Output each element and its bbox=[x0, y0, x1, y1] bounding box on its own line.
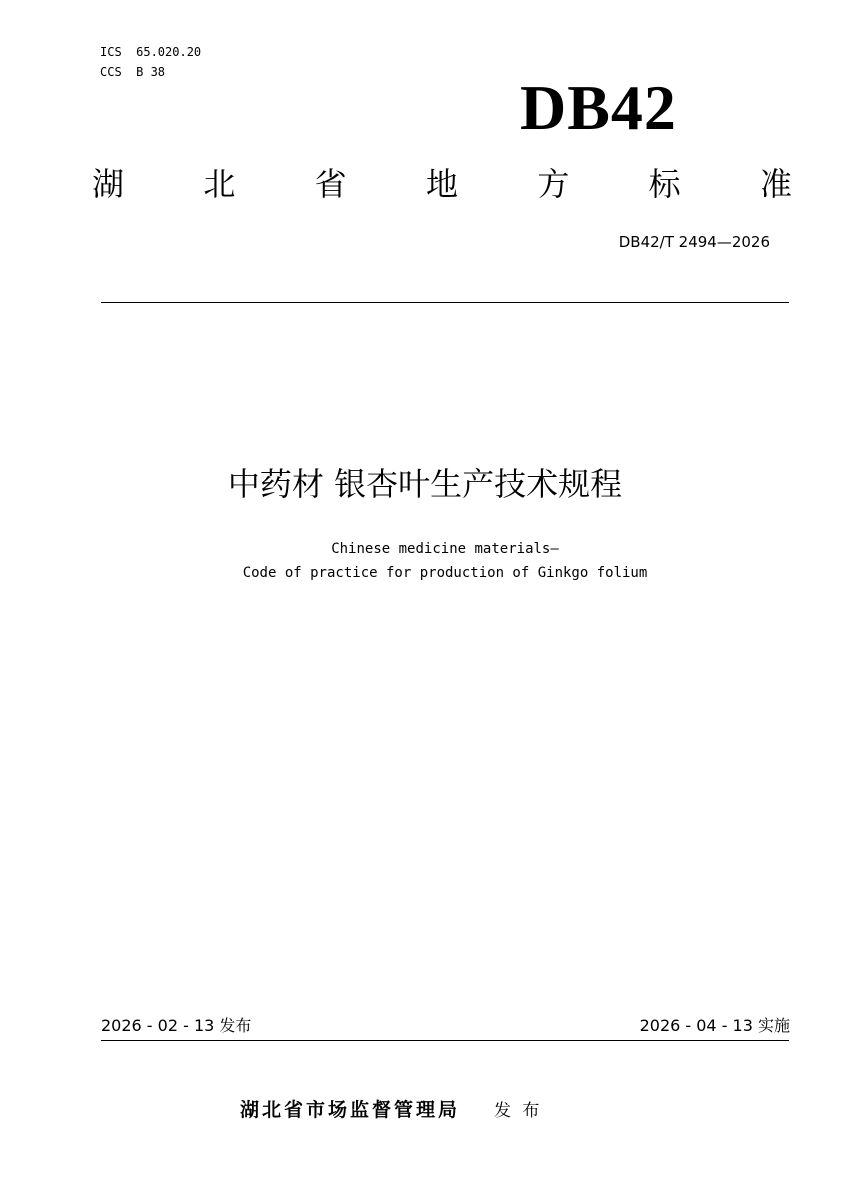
document-title-english bbox=[0, 537, 850, 585]
ccs-code: CCS B 38 bbox=[100, 65, 166, 79]
standard-type-char: 湖 bbox=[92, 165, 125, 203]
document-title-chinese: 中药材 银杏叶生产技术规程 bbox=[227, 465, 623, 503]
issuing-authority bbox=[240, 1096, 542, 1125]
english-title-line-2: Code of practice for production of Ginkgo folium bbox=[242, 565, 648, 581]
issue-date: 2026 - 02 - 13 发布 bbox=[101, 1016, 252, 1035]
ics-code: ICS 65.020.20 bbox=[100, 45, 202, 59]
issuer-name: 湖北省市场监督管理局 bbox=[240, 1099, 461, 1121]
standard-type-char: 准 bbox=[759, 165, 792, 203]
standard-type-char: 北 bbox=[203, 165, 236, 203]
standard-number: DB42/T 2494—2026 bbox=[618, 233, 770, 251]
standard-type-char: 省 bbox=[314, 165, 347, 203]
standard-type-char: 地 bbox=[425, 165, 458, 203]
effective-date: 2026 - 04 - 13 实施 bbox=[639, 1016, 790, 1035]
english-title-line-1: Chinese medicine materials— bbox=[331, 541, 559, 557]
issue-action: 发 布 bbox=[494, 1101, 543, 1121]
standard-type-heading bbox=[92, 164, 792, 204]
standard-type-char: 标 bbox=[648, 165, 681, 203]
standard-type-char: 方 bbox=[537, 165, 570, 203]
classification-codes bbox=[100, 42, 201, 82]
db-logo: DB42 bbox=[520, 72, 677, 143]
top-divider bbox=[101, 302, 789, 303]
bottom-divider bbox=[101, 1040, 789, 1041]
